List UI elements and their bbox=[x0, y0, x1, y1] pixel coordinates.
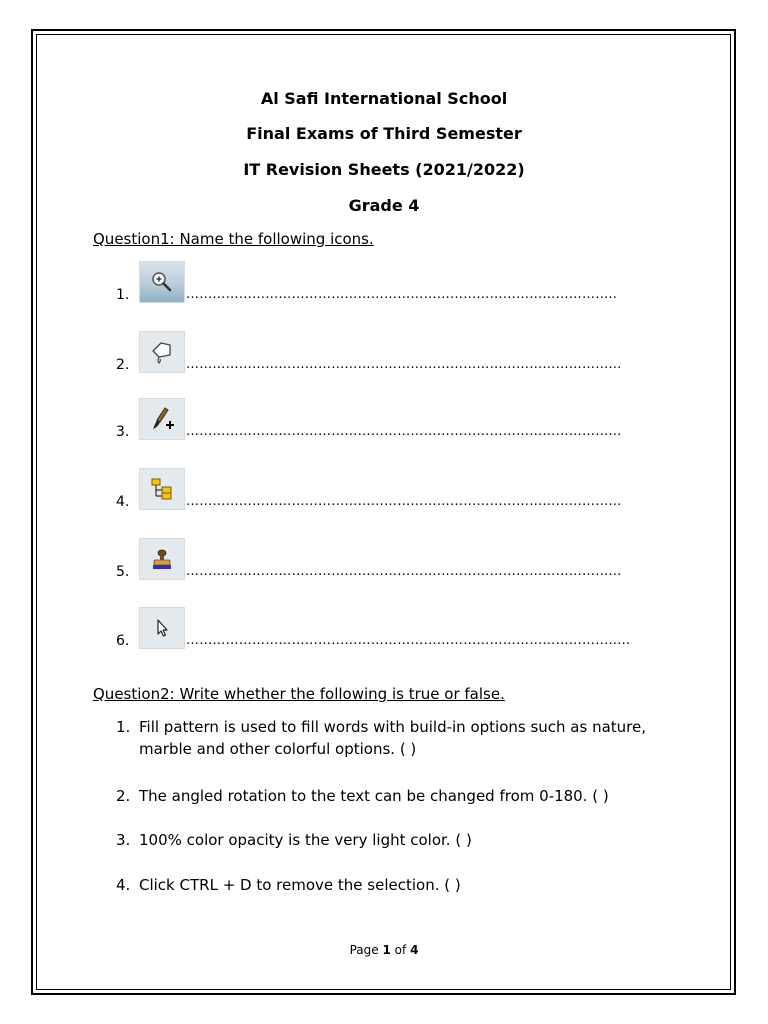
hierarchy-icon bbox=[139, 468, 185, 510]
of-word: of bbox=[394, 943, 407, 957]
question2-title: Question2: Write whether the following is true or false. bbox=[93, 685, 505, 703]
total-pages: 4 bbox=[410, 943, 419, 957]
statement-text: Click CTRL + D to remove the selection. ( ) bbox=[139, 876, 461, 894]
item-number: 3. bbox=[116, 831, 131, 849]
icon-question-3 bbox=[116, 396, 622, 440]
page-word: Page bbox=[349, 943, 379, 957]
question1-title: Question1: Name the following icons. bbox=[93, 230, 374, 248]
item-number: 2. bbox=[116, 357, 130, 373]
statement-text: Fill pattern is used to fill words with build-in options such as nature, marble and other colorful options. ( ) bbox=[139, 718, 646, 758]
answer-line: ……………………………………………………………………………………….. bbox=[186, 633, 631, 648]
icon-question-2 bbox=[116, 329, 622, 373]
current-page: 1 bbox=[382, 943, 391, 957]
item-number: 4. bbox=[116, 876, 131, 894]
item-number: 1. bbox=[116, 287, 130, 303]
item-number: 1. bbox=[116, 718, 131, 736]
grade-label: Grade 4 bbox=[348, 196, 420, 215]
answer-line: ……………………………………………………………………………………… bbox=[186, 424, 622, 439]
answer-line: ……………………………………………………………………………………… bbox=[186, 494, 622, 509]
item-number: 6. bbox=[116, 633, 130, 649]
icon-question-1 bbox=[116, 259, 618, 303]
school-name: Al Safi International School bbox=[260, 89, 508, 108]
item-number: 2. bbox=[116, 787, 131, 805]
brush-plus-icon bbox=[139, 398, 185, 440]
sheet-title: IT Revision Sheets (2021/2022) bbox=[243, 160, 525, 179]
icon-question-4 bbox=[116, 466, 622, 510]
answer-line: ……………………………………………………………………………………… bbox=[186, 357, 622, 372]
answer-line: …………………………………………………………………………………….. bbox=[186, 287, 618, 302]
pointer-icon bbox=[139, 607, 185, 649]
tf-item-2 bbox=[116, 785, 656, 807]
statement-text: 100% color opacity is the very light color. ( ) bbox=[139, 831, 472, 849]
icon-question-6 bbox=[116, 605, 631, 649]
tf-item-3 bbox=[116, 829, 656, 851]
exam-title: Final Exams of Third Semester bbox=[246, 124, 522, 143]
zoom-icon bbox=[139, 261, 185, 303]
tf-item-1 bbox=[116, 716, 656, 760]
item-number: 3. bbox=[116, 424, 130, 440]
page-footer bbox=[0, 943, 768, 957]
item-number: 4. bbox=[116, 494, 130, 510]
tf-item-4 bbox=[116, 874, 656, 896]
stamp-icon bbox=[139, 538, 185, 580]
item-number: 5. bbox=[116, 564, 130, 580]
icon-question-5 bbox=[116, 536, 622, 580]
statement-text: The angled rotation to the text can be changed from 0-180. ( ) bbox=[139, 787, 609, 805]
answer-line: ……………………………………………………………………………………… bbox=[186, 564, 622, 579]
lasso-icon bbox=[139, 331, 185, 373]
